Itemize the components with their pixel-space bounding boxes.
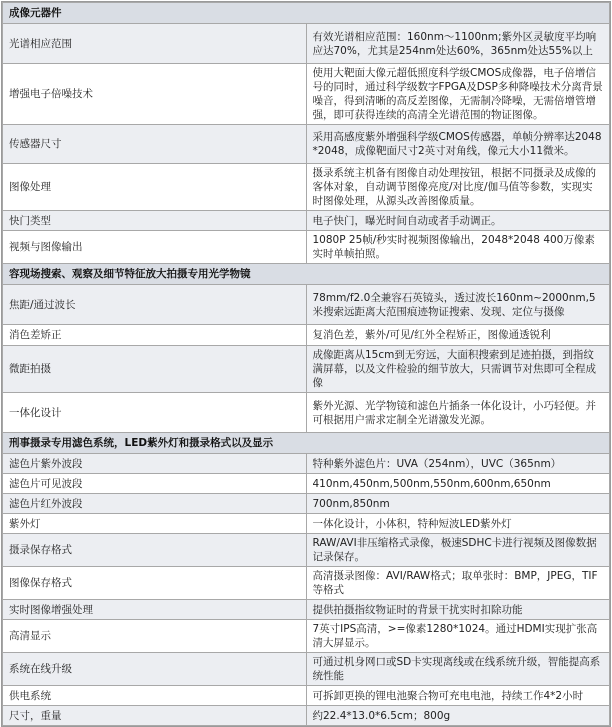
spec-label: 一体化设计 [3,393,307,433]
spec-row [3,620,610,653]
spec-label: 供电系统 [3,686,307,706]
spec-row [3,653,610,686]
spec-label: 传感器尺寸 [3,125,307,164]
spec-value: RAW/AVI非压缩格式录像，极速SDHC卡进行视频及图像数据记录保存。 [306,534,610,567]
spec-label: 实时图像增强处理 [3,600,307,620]
spec-table [2,2,610,726]
spec-row [3,231,610,264]
spec-value: 一体化设计，小体积，特种短波LED紫外灯 [306,514,610,534]
spec-row [3,567,610,600]
section-header [3,433,610,454]
spec-row [3,325,610,346]
spec-row [3,494,610,514]
section-header [3,3,610,24]
spec-value: 特种紫外滤色片：UVA（254nm），UVC（365nm） [306,454,610,474]
section-header [3,264,610,285]
spec-table-body [3,3,610,726]
spec-row [3,64,610,125]
spec-value: 7英寸IPS高清，>=像素1280*1024。通过HDMI实现扩张高清大屏显示。 [306,620,610,653]
spec-value: 有效光谱相应范围：160nm～1100nm;紫外区灵敏度平均响应达70%，尤其是254nm处达60%，365nm处达55%以上 [306,24,610,64]
spec-row [3,514,610,534]
spec-value: 电子快门，曝光时间自动或者手动调正。 [306,211,610,231]
spec-value: 410nm,450nm,500nm,550nm,600nm,650nm [306,474,610,494]
spec-label: 尺寸，重量 [3,706,307,726]
spec-value: 摄录系统主机备有图像自动处理按钮，根据不同摄录及成像的客体对象，自动调节图像亮度/对比度/伽马值等参数，实现实时图像处理，从源头改善图像质量。 [306,164,610,211]
spec-row [3,706,610,726]
spec-value: 1080P 25帧/秒实时视频图像输出，2048*2048 400万像素实时单帧拍照。 [306,231,610,264]
spec-label: 滤色片紫外波段 [3,454,307,474]
spec-row [3,686,610,706]
spec-label: 紫外灯 [3,514,307,534]
spec-row [3,285,610,325]
spec-label: 光谱相应范围 [3,24,307,64]
spec-value: 采用高感度紫外增强科学级CMOS传感器，单帧分辨率达2048*2048，成像靶面尺寸2英寸对角线，像元大小11微米。 [306,125,610,164]
spec-row [3,164,610,211]
spec-sheet [1,1,611,727]
spec-row [3,454,610,474]
spec-value: 使用大靶面大像元超低照度科学级CMOS成像器，电子倍增信号的同时，通过科学级数字FPGA及DSP多种降噪技术分离背景噪音，得到清晰的高反差图像，无需制冷降噪，无需倍增管增强，即可获得连续的高清全光谱范围的物证图像。 [306,64,610,125]
spec-row [3,346,610,393]
spec-row [3,600,610,620]
spec-value: 成像距离从15cm到无穷远，大面积搜索到足迹拍摄，到指纹满屏幕，以及文件检验的细节放大，只需调节对焦即可全程成像 [306,346,610,393]
spec-value: 可通过机身网口或SD卡实现离线或在线系统升级，智能提高系统性能 [306,653,610,686]
spec-row [3,24,610,64]
spec-label: 系统在线升级 [3,653,307,686]
spec-row [3,393,610,433]
spec-label: 摄录保存格式 [3,534,307,567]
spec-row [3,474,610,494]
spec-label: 视频与图像输出 [3,231,307,264]
spec-value: 提供拍摄指纹物证时的背景干扰实时扣除功能 [306,600,610,620]
spec-label: 图像保存格式 [3,567,307,600]
spec-value: 78mm/f2.0全兼容石英镜头，透过波长160nm~2000nm,5米搜索远距离大范围痕迹物证搜索、发现、定位与摄像 [306,285,610,325]
spec-row [3,125,610,164]
spec-label: 增强电子倍噪技术 [3,64,307,125]
spec-value: 高清摄录图像：AVI/RAW格式；取单张时：BMP，JPEG，TIF等格式 [306,567,610,600]
section-title: 成像元器件 [3,3,610,24]
spec-label: 消色差矫正 [3,325,307,346]
spec-value: 紫外光源、光学物镜和滤色片插条一体化设计，小巧轻便。并可根据用户需求定制全光谱激发光源。 [306,393,610,433]
section-title: 容现场搜索、观察及细节特征放大拍摄专用光学物镜 [3,264,610,285]
section-title: 刑事摄录专用滤色系统，LED紫外灯和摄录格式以及显示 [3,433,610,454]
spec-row [3,534,610,567]
spec-value: 复消色差，紫外/可见/红外全程矫正，图像通透锐利 [306,325,610,346]
spec-label: 滤色片红外波段 [3,494,307,514]
spec-label: 图像处理 [3,164,307,211]
spec-value: 可拆卸更换的锂电池聚合物可充电电池，持续工作4*2小时 [306,686,610,706]
spec-row [3,211,610,231]
spec-label: 快门类型 [3,211,307,231]
spec-label: 焦距/通过波长 [3,285,307,325]
spec-label: 高清显示 [3,620,307,653]
spec-value: 约22.4*13.0*6.5cm；800g [306,706,610,726]
spec-label: 滤色片可见波段 [3,474,307,494]
spec-value: 700nm,850nm [306,494,610,514]
spec-label: 微距拍摄 [3,346,307,393]
